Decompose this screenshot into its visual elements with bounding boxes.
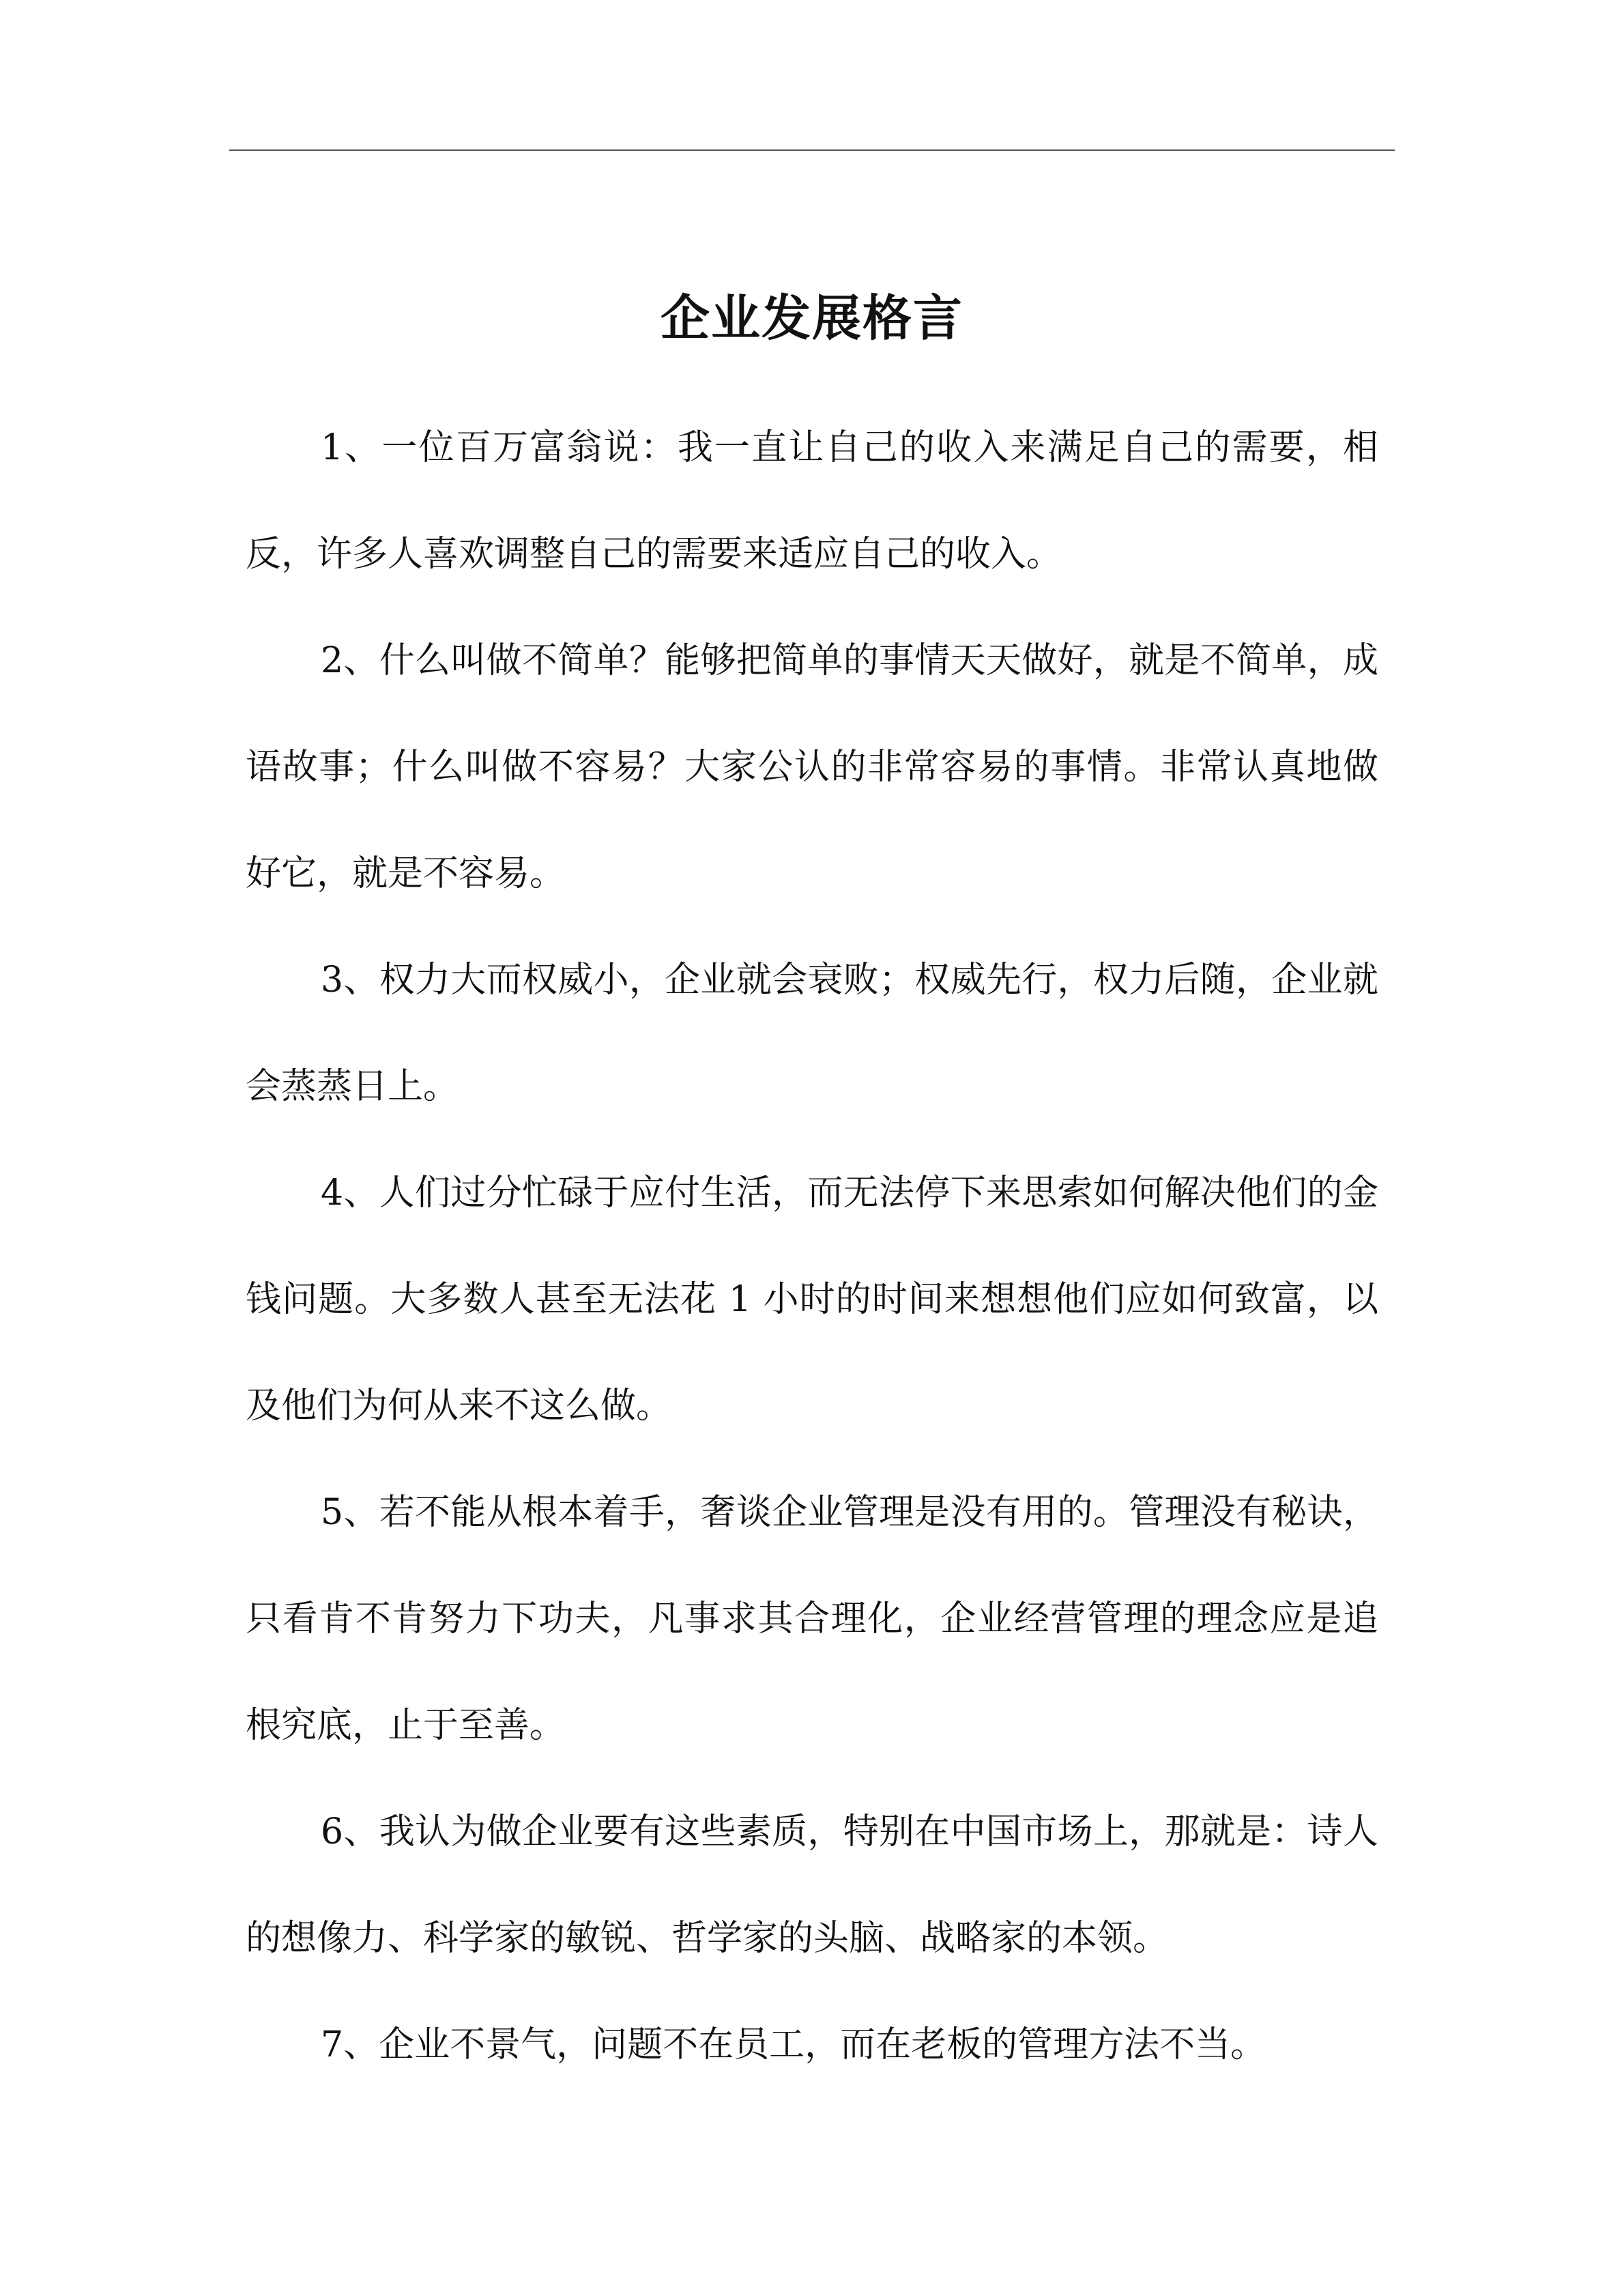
paragraph-4: 4、人们过分忙碌于应付生活，而无法停下来思索如何解决他们的金钱问题。大多数人甚至无法花 1 小时的时间来想想他们应如何致富，以及他们为何从来不这么做。 bbox=[246, 1173, 1378, 1426]
paragraph-5: 5、若不能从根本着手，奢谈企业管理是没有用的。管理没有秘诀，只看肯不肯努力下功夫，凡事求其合理化，企业经营管理的理念应是追根究底，止于至善。 bbox=[246, 1492, 1378, 1746]
paragraph-6: 6、我认为做企业要有这些素质，特别在中国市场上，那就是：诗人的想像力、科学家的敏锐、哲学家的头脑、战略家的本领。 bbox=[246, 1811, 1378, 1959]
document-body bbox=[246, 394, 1378, 2098]
header-rule bbox=[229, 149, 1395, 151]
paragraph-1: 1、一位百万富翁说：我一直让自己的收入来满足自己的需要，相反，许多人喜欢调整自己的需要来适应自己的收入。 bbox=[246, 427, 1378, 575]
paragraph-3: 3、权力大而权威小，企业就会衰败；权威先行，权力后随，企业就会蒸蒸日上。 bbox=[246, 960, 1378, 1107]
document-title: 企业发展格言 bbox=[660, 289, 963, 347]
paragraph-2: 2、什么叫做不简单？能够把简单的事情天天做好，就是不简单，成语故事；什么叫做不容易？大家公认的非常容易的事情。非常认真地做好它，就是不容易。 bbox=[246, 640, 1378, 894]
paragraph-7: 7、企业不景气，问题不在员工，而在老板的管理方法不当。 bbox=[321, 2024, 1266, 2065]
